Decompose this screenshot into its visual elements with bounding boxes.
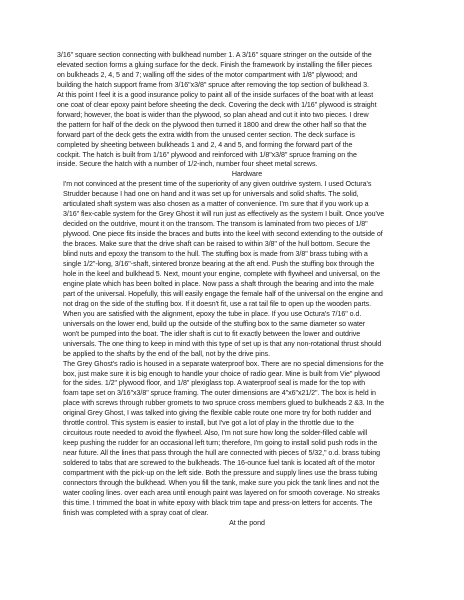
text-line: cockpit. The hatch is built from 1/16" plywood and reinforced with 1/8"x3/8" spruce framing on the (57, 150, 357, 159)
text-line: inside. Secure the hatch with a number of 1/2-inch, number four sheet metal screws. (57, 160, 318, 169)
text-line: single 1/2"-long, 3/16"-shaft, sintered bronze bearing at the aft end. Push the stuffing box through the (63, 260, 375, 269)
section-heading: At the pond (229, 518, 265, 527)
document-page (57, 51, 437, 529)
text-line: connectors through the bulkhead. When you fill the tank, make sure you pick the tank lines and not the (63, 478, 380, 487)
text-line: near future. All the lines that pass through the hull are connected with pieces of 5/32," o.d. brass tubing (63, 449, 380, 458)
text-line: not drag on the side of the stuffing box. If it doesn't fit, use a rat tail file to open up the wooden parts. (63, 299, 372, 308)
text-line: universals. The one thing to keep in mind with this type of set up is that any non-rotational thrust should (63, 339, 382, 348)
text-line: part of the universal. Hopefully, this will easily engage the female half of the universal on the engine and (63, 289, 383, 298)
text-line: compartment with the pick-up on the left side. Both the pressure and supply lines use the brass tubing (63, 469, 378, 478)
text-line: for the sides. 1/2" plywood floor, and 1/8" plexiglass top. A waterproof seal is made for the top with (63, 379, 365, 388)
text-line: water cooling lines. over each area until enough paint was layered on for smooth coverage. No streaks (63, 488, 380, 497)
text-line: on bulkheads 2, 4, 5 and 7; walling off the sides of the motor compartment with 1/8" plywood; and (57, 70, 358, 79)
text-line: the braces. Make sure that the drive shaft can be raised to within 3/8" of the hull bottom. Secure the (63, 240, 370, 249)
text-line: articulated shaft system was also chosen as a matter of convenience. I'm sure that if you work up a (63, 200, 369, 209)
body-paragraph (57, 360, 437, 519)
text-line: At this point I feel it is a good insurance policy to paint all of the inside surfaces of the boat with at least (57, 90, 374, 99)
text-line: finish was completed with a spray coat of clear. (63, 508, 209, 517)
text-line: forward part of the deck gets the extra width from the unused center section. The deck surface is (57, 130, 355, 139)
text-line: original Grey Ghost, I was talked into giving the flexible cable route one more try for both rudder and (63, 409, 372, 418)
body-paragraph (57, 51, 437, 170)
text-line: be applied to the shafts by the end of the ball, not by the drive pins. (63, 349, 271, 358)
body-paragraph (57, 180, 437, 359)
section-heading: Hardware (231, 170, 263, 179)
text-line: I'm not convinced at the present time of the superiority of any given outdrive system. I used Octura's (63, 180, 372, 189)
text-line: When you are satisfied with the alignment, epoxy the tube in place. If you use Octura's 7/16" o.d. (63, 309, 362, 318)
text-line: decided on the outdrive, mount it on the transom. The transom is laminated from two pieces of 1/8" (63, 220, 368, 229)
text-line: circuitous route needed to avoid the flywheel. Also, I'm not sure how long the solder-filled cable will (63, 429, 368, 438)
text-line: keep pushing the rudder for an occasional left turn; therefore, I'm going to install solid push rods in the (63, 439, 378, 448)
text-line: forward; however, the boat is wider than the plywood, so plan ahead and cut it into two pieces. I drew (57, 110, 369, 119)
text-line: throttle control. This system is easier to install, but I've got a lot of play in the throttle due to the (63, 419, 354, 428)
text-line: elevated section forms a gluing surface for the deck. Finish the framework by installing the filler pieces (57, 60, 372, 69)
text-line: hole in the keel and bulkhead 5. Next, mount your engine, complete with flywheel and universal, on the (63, 269, 381, 278)
text-line: Strudder because I had one on hand and it was set up for universals and solid shafts. The solid, (63, 190, 359, 199)
text-line: this time. I trimmed the boat in white epoxy with black trim tape and press-on letters for accents. The (63, 498, 373, 507)
text-line: box, just make sure it is big enough to handle your choice of radio gear. Mine is built from Vie" plywood (63, 369, 380, 378)
text-line: The Grey Ghost's radio is housed in a separate waterproof box. There are no special dimensions for the (63, 359, 384, 368)
text-line: soldered to tabs that are screwed to the bulkheads. The 16-ounce fuel tank is located aft of the motor (63, 459, 375, 468)
text-line: completed by sheeting between bulkheads 1 and 2, 4 and 5, and forming the forward part of the (57, 140, 353, 149)
text-line: plywood. One piece fits inside the braces and butts into the keel with second extending to the outside of (63, 230, 383, 239)
text-line: foam tape set on 3/16"x3/8" spruce framing. The outer dimensions are 4"x6"x21/2". The box is held in (63, 389, 376, 398)
text-line: blind nuts and epoxy the transom to the hull. The stuffing box is made from 3/8" brass tubing with a (63, 250, 368, 259)
text-line: place with screws through rubber gromets to two spruce cross members glued to bulkheads 2 &3. In the (63, 399, 385, 408)
text-line: engine plate which has been bolted in place. Now pass a shaft through the bearing and into the male (63, 279, 374, 288)
text-line: 3/16" flex-cable system for the Grey Ghost it will run just as effectively as the system I built. Once you've (63, 210, 385, 219)
text-line: building the hatch support frame from 3/16"x3/8" spruce after removing the top section of bulkhead 3. (57, 80, 369, 89)
text-line: won't be pumped into the boat. The idler shaft is cut to fit exactly between the lower and outdrive (63, 329, 361, 338)
text-line: 3/16" square section connecting with bulkhead number 1. A 3/16" square stringer on the outside of the (57, 51, 372, 59)
text-line: one coat of clear epoxy paint before sheeting the deck. Covering the deck with 1/16" plywood is straight (57, 100, 377, 109)
text-line: the pattern for half of the deck on the plywood then turned it 1800 and drew the other half so that the (57, 120, 367, 129)
text-line: universals on the lower end, build up the outside of the stuffing box to the same diameter so water (63, 319, 366, 328)
